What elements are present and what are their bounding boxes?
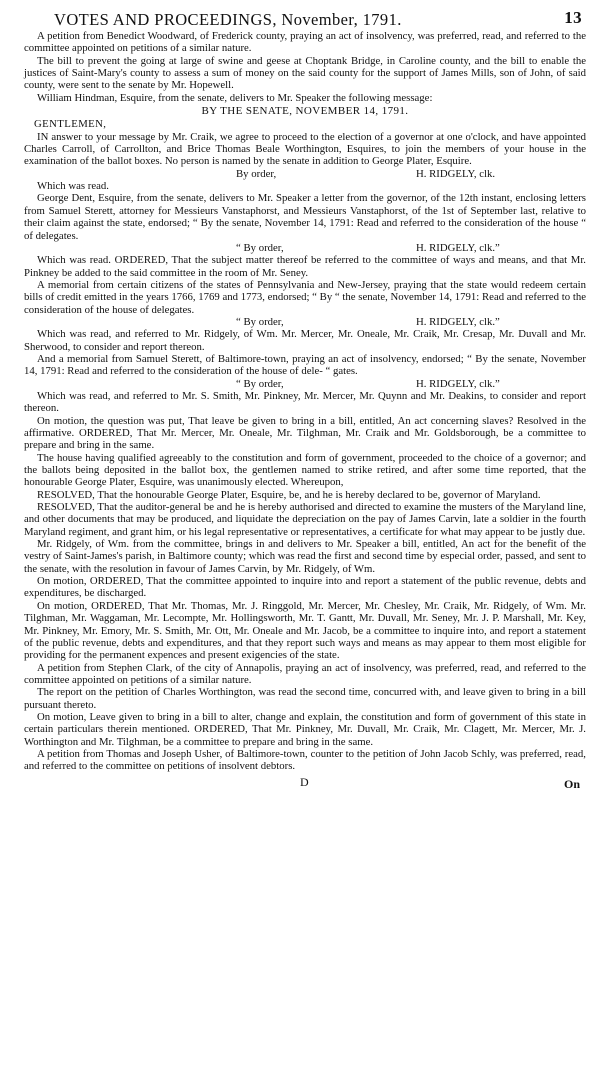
salutation: GENTLEMEN, <box>34 118 107 131</box>
paragraph: The report on the petition of Charles Worthington, was read the second time, concurred with, and leave given to bring in a bill pursuant thereto. <box>24 686 586 711</box>
paragraph: RESOLVED, That the honourable George Plater, Esquire, be, and he is hereby declared to be, governor of Maryland. <box>37 488 541 501</box>
paragraph: Which was read, and referred to Mr. S. Smith, Mr. Pinkney, Mr. Mercer, Mr. Quynn and Mr. Deakins, to consider and report thereon. <box>24 389 586 415</box>
paragraph: A memorial from certain citizens of the states of Pennsylvania and New-Jersey, praying that the state would redeem certain bills of credit emitted in the years 1766, 1769 and 1773, endorsed; “ By “ the senate, November 14, 1791: Read and referred to the consideration of the house of delegates. <box>24 278 586 316</box>
paragraph: Which was read, and referred to Mr. Ridgely, of Wm. Mr. Mercer, Mr. Oneale, Mr. Craik, Mr. Cresap, Mr. Duvall and Mr. Sherwood, to consider and report thereon. <box>24 328 586 353</box>
clerk-signature: H. RIDGELY, clk.” <box>416 241 500 254</box>
clerk-signature: H. RIDGELY, clk. <box>416 167 496 180</box>
page-footer <box>24 775 586 793</box>
paragraph: RESOLVED, That the auditor-general be and he is hereby authorised and directed to examine the musters of the Maryland line, and other documents that may be produced, and liquidate the depreciation on the pay of James Carvin, late a soldier in the fourth Maryland regiment, and grant him, or his legal representative or representatives, a certificate for what may appear to be justly due. <box>24 501 586 538</box>
paragraph: The bill to prevent the going at large of swine and geese at Choptank Bridge, in Caroline county, and the bill to enable the justices of Saint-Mary's county to assess a sum of money on the said county for the support of James Mills, son of John, of said county, were sent to the senate by Mr. Hopewell. <box>24 54 586 92</box>
paragraph: Mr. Ridgely, of Wm. from the committee, brings in and delivers to Mr. Speaker a bill, entitled, An act for the benefit of the vestry of Saint-James's parish, in Baltimore county; which was read the first and second time by especial order, passed, and sent to the senate, with the resolution in favour of James Carvin, by Mr. Ridgely, of Wm. <box>24 538 586 575</box>
senate-heading: BY THE SENATE, NOVEMBER 14, 1791. <box>201 105 409 118</box>
paragraph: On motion, ORDERED, That Mr. Thomas, Mr. J. Ringgold, Mr. Mercer, Mr. Chesley, Mr. Craik, Mr. Ridgely, of Wm. Mr. Tilghman, Mr. Waggaman, Mr. Lecompte, Mr. Hollingsworth, Mr. T. Gantt, Mr. Duvall, Mr. Seney, Mr. J. P. Marshall, Mr. Key, Mr. Pinkney, Mr. Emory, Mr. S. Smith, Mr. Ott, Mr. Oneale and Mr. Jacob, be a committee to inquire into, and report a statement of the public revenue, debts and expenditures, and that they report such ways and means as may appear to them most eligible for providing for the permanent expences and present exigencies of the state. <box>24 599 586 662</box>
by-order-text: “ By order, <box>236 315 284 328</box>
paragraph: A petition from Thomas and Joseph Usher, of Baltimore-town, counter to the petition of John Jacob Schly, was preferred, read, and referred to the committee on petitions of insolvent debtors. <box>24 747 586 773</box>
paragraph: A petition from Stephen Clark, of the city of Annapolis, praying an act of insolvency, was preferred, read, and referred to the committee appointed on petitions of a similar nature. <box>24 661 586 686</box>
signature-line <box>24 168 586 180</box>
running-title: VOTES AND PROCEEDINGS, November, 1791. <box>54 10 402 29</box>
by-order-text: By order, <box>236 167 277 180</box>
by-order-text: “ By order, <box>236 241 284 254</box>
clerk-signature: H. RIDGELY, clk.” <box>416 315 500 328</box>
by-order-text: “ By order, <box>236 377 284 390</box>
paragraph: And a memorial from Samuel Sterett, of Baltimore-town, praying an act of insolvency, endorsed; “ By the senate, November 14, 1791: Read and referred to the consideration of the house of dele- “ gates. <box>24 352 586 378</box>
signature-line <box>24 242 586 254</box>
page-header <box>24 8 586 30</box>
signature-mark: D <box>300 774 309 789</box>
paragraph: The house having qualified agreeably to the constitution and form of government, proceeded to the choice of a governor; and the ballots being deposited in the ballot box, the gentlemen named to strike retired, and after some time reported, that the honourable George Plater, Esquire, was unanimously elected. Whereupon, <box>24 451 586 489</box>
page-number: 13 <box>564 8 582 27</box>
paragraph: George Dent, Esquire, from the senate, delivers to Mr. Speaker a letter from the governor, of the 12th instant, enclosing letters from Samuel Sterett, attorney for Messieurs Vanstaphorst, and Messieurs Vanstaphorst, of the 1st of September last, relative to their claim against the state, endorsed; “ By the senate, November 14, 1791: Read and referred to the consideration of the house “ of delegates. <box>24 192 586 242</box>
clerk-signature: H. RIDGELY, clk.” <box>416 377 500 390</box>
paragraph: Which was read. ORDERED, That the subject matter thereof be referred to the committee of ways and means, and that Mr. Pinkney be added to the said committee in the room of Mr. Seney. <box>24 254 586 279</box>
document-body <box>24 30 586 773</box>
paragraph: A petition from Benedict Woodward, of Frederick county, praying an act of insolvency, was preferred, read, and referred to the committee appointed on petitions of a similar nature. <box>24 30 586 55</box>
signature-line <box>24 316 586 328</box>
paragraph: On motion, the question was put, That leave be given to bring in a bill, entitled, An act concerning slaves? Resolved in the affirmative. ORDERED, That Mr. Mercer, Mr. Oneale, Mr. Tilghman, Mr. Craik and Mr. Goldsborough, be a committee to prepare and bring in the same. <box>24 414 586 452</box>
paragraph: William Hindman, Esquire, from the senate, delivers to Mr. Speaker the following message: <box>37 91 433 104</box>
paragraph: On motion, ORDERED, That the committee appointed to inquire into and report a statement of the public revenue, debts and expenditures, be discharged. <box>24 575 586 600</box>
paragraph: IN answer to your message by Mr. Craik, we agree to proceed to the election of a governor at one o'clock, and have appointed Charles Carroll, of Carrollton, and Brice Thomas Beale Worthington, Esquires, to join the members of your house in the examination of the ballot boxes. No person is named by the senate in addition to George Plater, Esquire. <box>24 130 586 168</box>
signature-line <box>24 378 586 390</box>
paragraph: Which was read. <box>37 180 109 193</box>
paragraph: On motion, Leave given to bring in a bill to alter, change and explain, the constitution and form of government of this state in certain particulars therein mentioned. ORDERED, That Mr. Pinkney, Mr. Duvall, Mr. Craik, Mr. Clagett, Mr. Mercer, Mr. J. Worthington and Mr. Tilghman, be a committee to prepare and bring in the same. <box>24 710 586 748</box>
catchword: On <box>563 776 580 791</box>
